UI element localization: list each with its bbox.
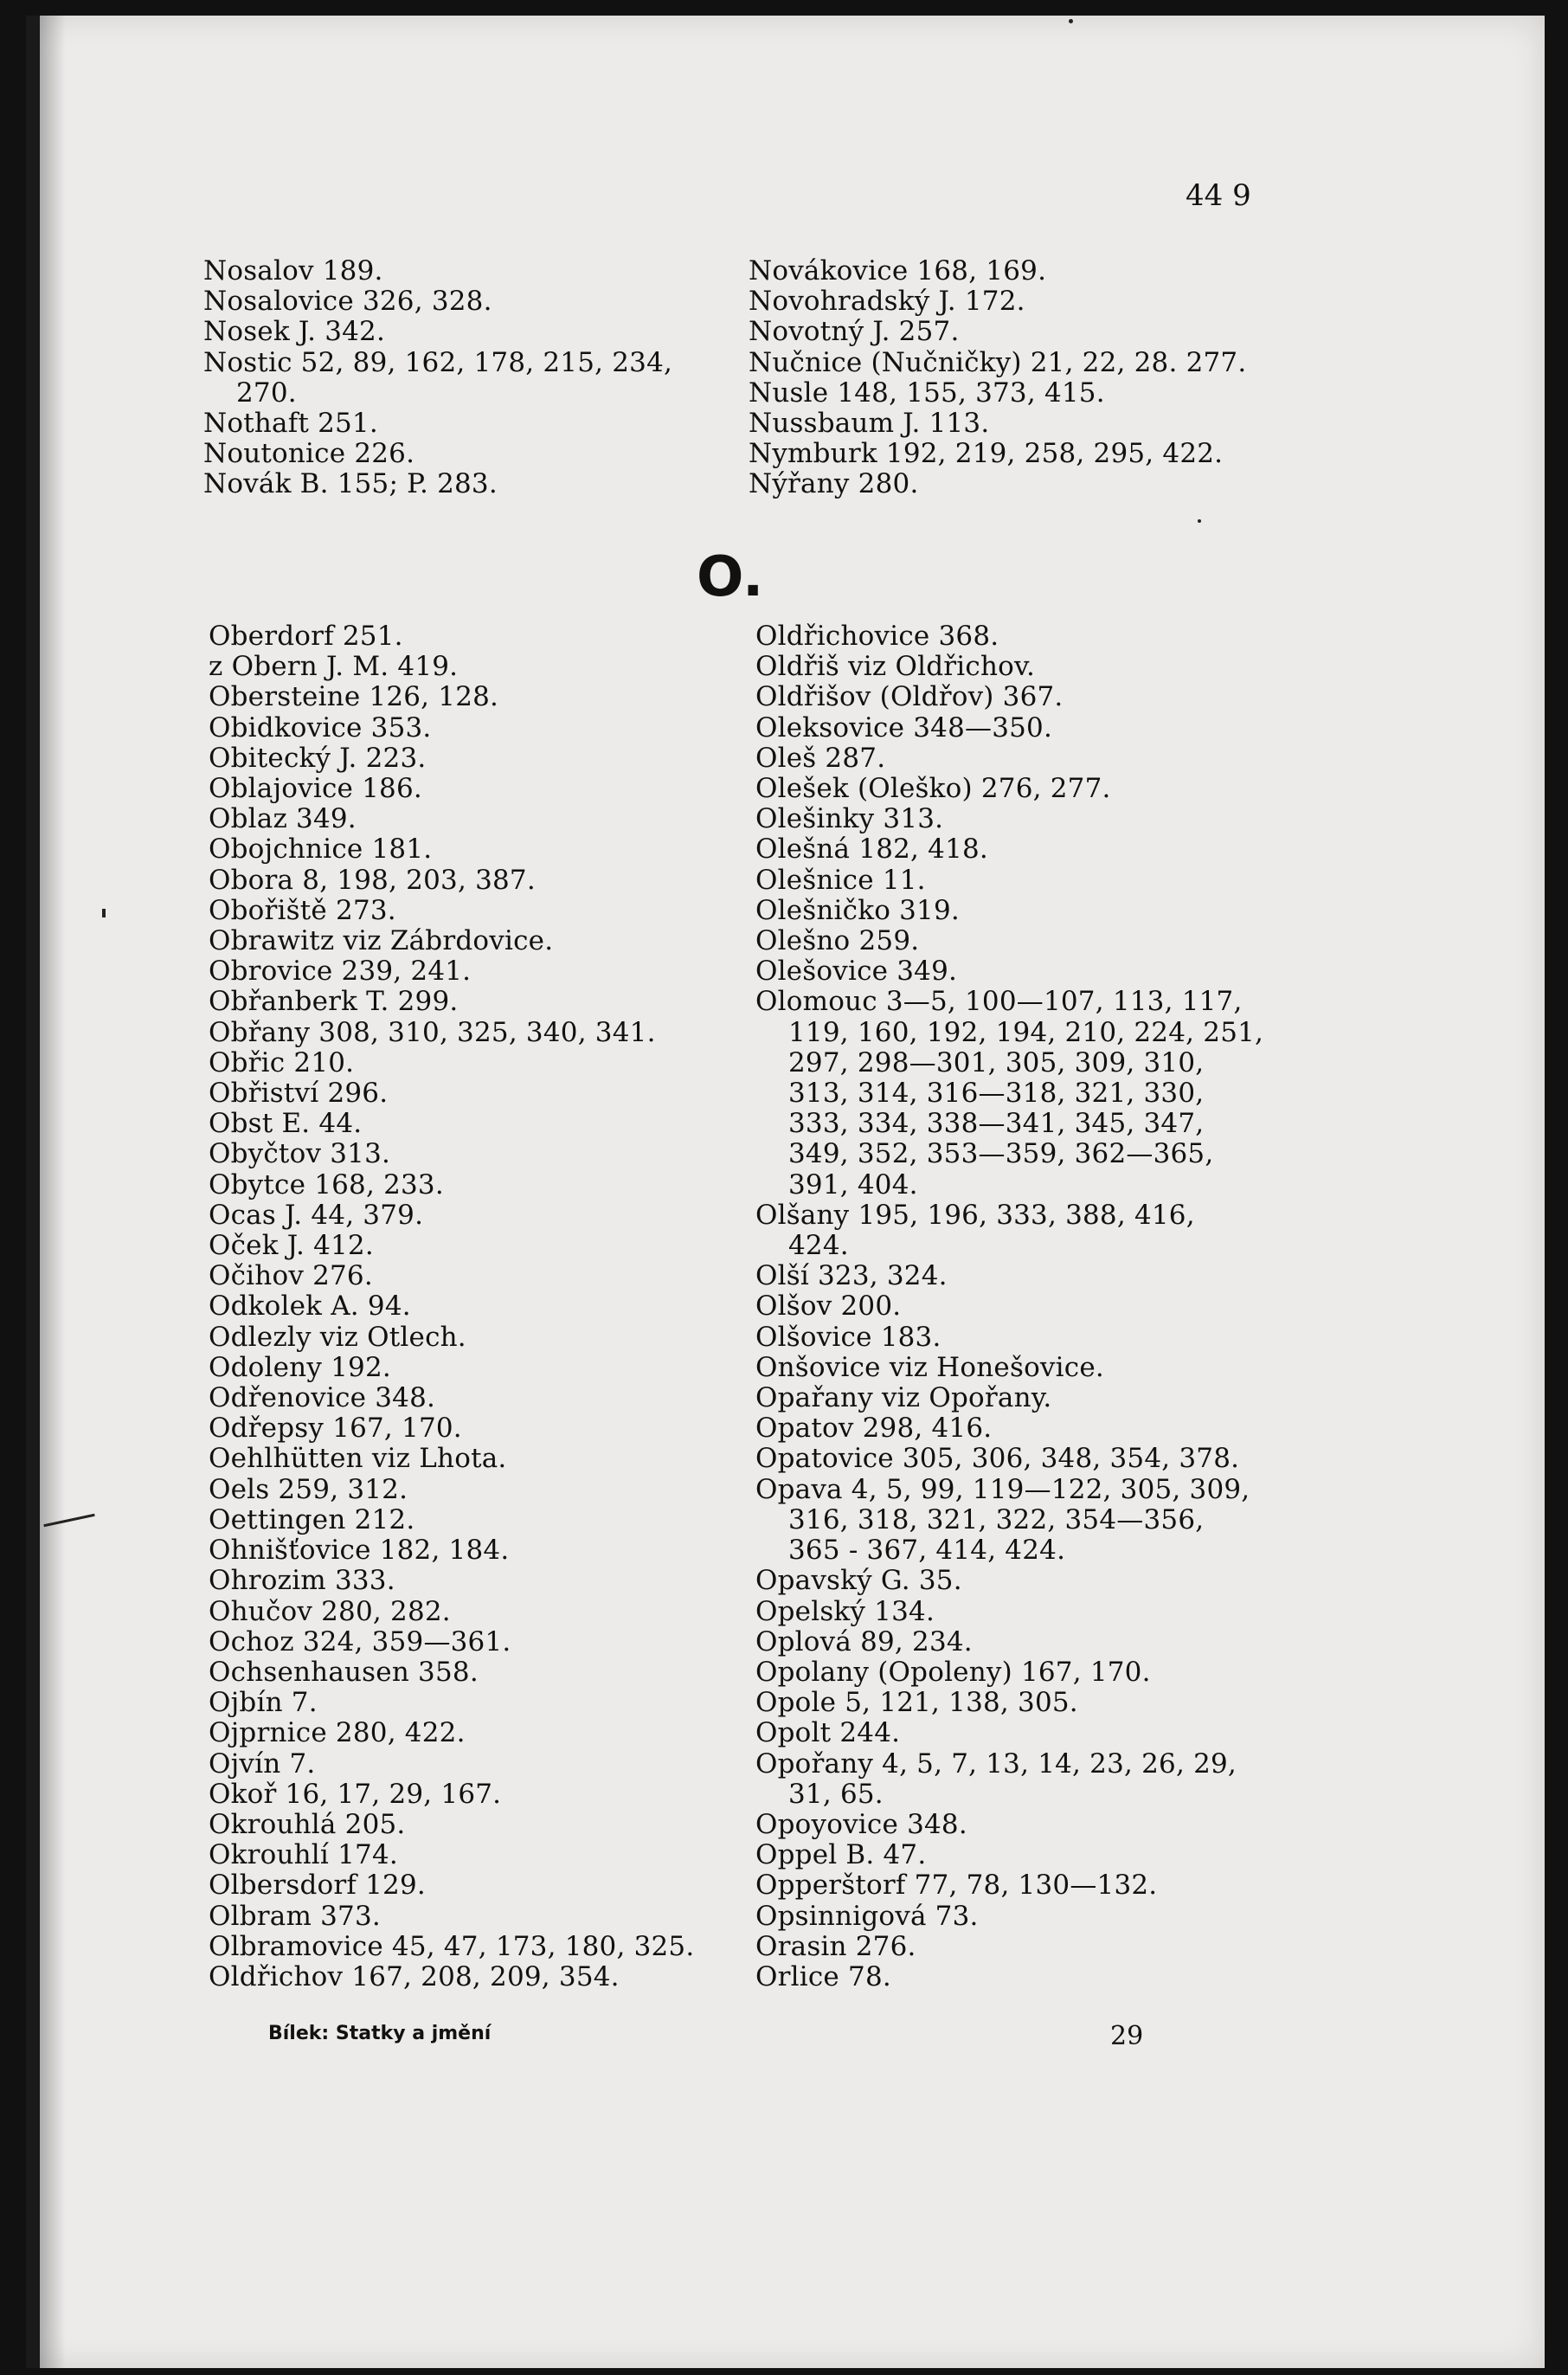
index-column-right <box>755 621 1292 1992</box>
index-entry: Odřenovice 348. <box>209 1382 436 1414</box>
signature-number: 29 <box>1110 2021 1144 2051</box>
index-entry-continuation: 313, 314, 316—318, 321, 330, <box>788 1078 1205 1110</box>
index-entry: Odřepsy 167, 170. <box>209 1413 462 1445</box>
index-entry-continuation: 333, 334, 338—341, 345, 347, <box>788 1108 1205 1140</box>
index-entry: Opatovice 305, 306, 348, 354, 378. <box>755 1443 1240 1475</box>
index-entry: Olší 323, 324. <box>755 1260 948 1292</box>
index-entry: Opole 5, 121, 138, 305. <box>755 1687 1078 1719</box>
index-entry: Novákovice 168, 169. <box>749 255 1047 286</box>
index-entry: Orasin 276. <box>755 1930 916 1962</box>
index-entry: Odkolek A. 94. <box>209 1290 411 1323</box>
page-number: 44 9 <box>1186 178 1251 213</box>
index-entry: Novotný J. 257. <box>749 316 960 348</box>
index-entry: Orlice 78. <box>755 1960 891 1992</box>
index-entry-continuation: 349, 352, 353—359, 362—365, <box>788 1138 1214 1170</box>
index-entry-continuation: 316, 318, 321, 322, 354—356, <box>788 1503 1205 1535</box>
index-entry: Obořiště 273. <box>209 894 396 926</box>
index-entry: Opava 4, 5, 99, 119—122, 305, 309, <box>755 1473 1250 1505</box>
index-entry: Novohradský J. 172. <box>749 286 1025 318</box>
index-entry: Opperštorf 77, 78, 130—132. <box>755 1870 1158 1902</box>
index-entry: Nymburk 192, 219, 258, 295, 422. <box>749 438 1224 470</box>
index-entry: Oldřichovice 368. <box>755 621 999 652</box>
index-entry: Olešná 182, 418. <box>755 834 988 866</box>
index-entry: Obřanberk T. 299. <box>209 986 459 1018</box>
index-entry: Olšovice 183. <box>755 1321 941 1353</box>
index-entry: Opolany (Opoleny) 167, 170. <box>755 1656 1151 1688</box>
index-entry: Obřiství 296. <box>209 1078 389 1110</box>
index-entry: Oček J. 412. <box>209 1230 374 1262</box>
index-entry-continuation: 270. <box>236 377 297 409</box>
index-entry-continuation: 119, 160, 192, 194, 210, 224, 251, <box>788 1016 1264 1048</box>
index-entry: Olešek (Oleško) 276, 277. <box>755 773 1111 805</box>
index-entry-continuation: 31, 65. <box>788 1778 884 1810</box>
index-entry-continuation: 391, 404. <box>788 1168 918 1200</box>
signature-footer: Bílek: Statky a jmění <box>268 2023 492 2044</box>
index-entry-continuation: 297, 298—301, 305, 309, 310, <box>788 1046 1205 1078</box>
index-entry: Ojprnice 280, 422. <box>209 1717 466 1749</box>
index-entry: Oleksovice 348—350. <box>755 711 1053 743</box>
index-entry: Obytce 168, 233. <box>209 1168 444 1200</box>
index-entry: Oldřichov 167, 208, 209, 354. <box>209 1960 620 1992</box>
index-entry: Opelský 134. <box>755 1595 935 1627</box>
index-entry: Nussbaum J. 113. <box>749 408 990 440</box>
index-entry: Okrouhlá 205. <box>209 1808 406 1840</box>
index-entry: Nusle 148, 155, 373, 415. <box>749 377 1105 409</box>
index-entry: Odlezly viz Otlech. <box>209 1321 466 1353</box>
index-entry: Oels 259, 312. <box>209 1473 408 1505</box>
index-entry: Nýřany 280. <box>749 468 919 500</box>
index-entry: Onšovice viz Honešovice. <box>755 1351 1104 1383</box>
index-entry: Oplová 89, 234. <box>755 1625 973 1657</box>
index-entry: Obřic 210. <box>209 1046 355 1078</box>
index-entry: Olomouc 3—5, 100—107, 113, 117, <box>755 986 1243 1018</box>
index-entry: Opatov 298, 416. <box>755 1413 993 1445</box>
index-entry: Oberdorf 251. <box>209 621 403 652</box>
index-entry: Opoyovice 348. <box>755 1808 967 1840</box>
index-entry: Oldřišov (Oldřov) 367. <box>755 681 1064 713</box>
index-column-top-right <box>749 256 1285 500</box>
index-entry: Očihov 276. <box>209 1260 373 1292</box>
index-column-top-left <box>203 256 740 500</box>
index-entry: Obyčtov 313. <box>209 1138 391 1170</box>
index-entry: Olešinky 313. <box>755 803 944 835</box>
ink-speck <box>1069 19 1073 23</box>
index-entry: Novák B. 155; P. 283. <box>203 468 498 500</box>
index-entry: Ojvín 7. <box>209 1747 316 1780</box>
index-entry: Olšany 195, 196, 333, 388, 416, <box>755 1199 1195 1231</box>
index-entry: Opařany viz Opořany. <box>755 1382 1052 1414</box>
page-edge-shadow <box>40 16 66 2368</box>
index-entry: Obst E. 44. <box>209 1108 363 1140</box>
index-entry: Nothaft 251. <box>203 408 378 440</box>
index-entry: Nosalov 189. <box>203 255 383 286</box>
index-entry: Obrovice 239, 241. <box>209 956 472 988</box>
index-entry: Ohrozim 333. <box>209 1565 395 1597</box>
index-entry: Oblajovice 186. <box>209 773 422 805</box>
index-entry: Nučnice (Nučničky) 21, 22, 28. 277. <box>749 346 1247 378</box>
index-column-left <box>209 621 745 1992</box>
index-entry: Olbersdorf 129. <box>209 1870 426 1902</box>
index-entry: Oppel B. 47. <box>755 1839 927 1871</box>
index-entry: Olešovice 349. <box>755 956 958 988</box>
index-entry: Olbramovice 45, 47, 173, 180, 325. <box>209 1930 695 1962</box>
index-entry: Opsinnigová 73. <box>755 1900 979 1932</box>
index-entry: Oehlhütten viz Lhota. <box>209 1443 507 1475</box>
index-entry: Opolt 244. <box>755 1717 901 1749</box>
index-entry: Ohučov 280, 282. <box>209 1595 451 1627</box>
index-entry-continuation: 365 - 367, 414, 424. <box>788 1535 1066 1567</box>
index-entry: Olešnice 11. <box>755 864 926 896</box>
index-entry: Obřany 308, 310, 325, 340, 341. <box>209 1016 656 1048</box>
book-spine <box>26 16 40 2368</box>
index-entry: Olbram 373. <box>209 1900 381 1932</box>
index-entry: Ocas J. 44, 379. <box>209 1199 424 1231</box>
index-entry: Oldřiš viz Oldřichov. <box>755 651 1036 683</box>
index-entry: Obidkovice 353. <box>209 711 432 743</box>
index-entry: Ochsenhausen 358. <box>209 1656 479 1688</box>
index-entry: Obora 8, 198, 203, 387. <box>209 864 536 896</box>
index-entry: Ojbín 7. <box>209 1687 318 1719</box>
index-entry-continuation: 424. <box>788 1230 849 1262</box>
index-entry: Ochoz 324, 359—361. <box>209 1625 511 1657</box>
section-letter-heading: O. <box>697 545 764 609</box>
index-entry: Obrawitz viz Zábrdovice. <box>209 925 554 957</box>
index-entry: Okoř 16, 17, 29, 167. <box>209 1778 502 1810</box>
index-entry: Olšov 200. <box>755 1290 902 1323</box>
index-entry: Oleš 287. <box>755 742 886 774</box>
index-entry: Nosek J. 342. <box>203 316 386 348</box>
index-entry: Ohnišťovice 182, 184. <box>209 1535 510 1567</box>
index-entry: Obersteine 126, 128. <box>209 681 499 713</box>
ink-speck <box>102 909 106 917</box>
index-entry: Opořany 4, 5, 7, 13, 14, 23, 26, 29, <box>755 1747 1237 1780</box>
index-entry: Oettingen 212. <box>209 1503 415 1535</box>
index-entry: Obojchnice 181. <box>209 834 433 866</box>
ink-speck <box>1198 519 1201 523</box>
index-entry: Obitecký J. 223. <box>209 742 427 774</box>
index-entry: Noutonice 226. <box>203 438 415 470</box>
index-entry: Nostic 52, 89, 162, 178, 215, 234, <box>203 346 673 378</box>
index-entry: Opavský G. 35. <box>755 1565 962 1597</box>
index-entry: Oblaz 349. <box>209 803 357 835</box>
index-entry: Olešničko 319. <box>755 894 960 926</box>
index-entry: Okrouhlí 174. <box>209 1839 398 1871</box>
index-entry: z Obern J. M. 419. <box>209 651 459 683</box>
index-entry: Odoleny 192. <box>209 1351 391 1383</box>
index-entry: Nosalovice 326, 328. <box>203 286 492 318</box>
index-entry: Olešno 259. <box>755 925 920 957</box>
